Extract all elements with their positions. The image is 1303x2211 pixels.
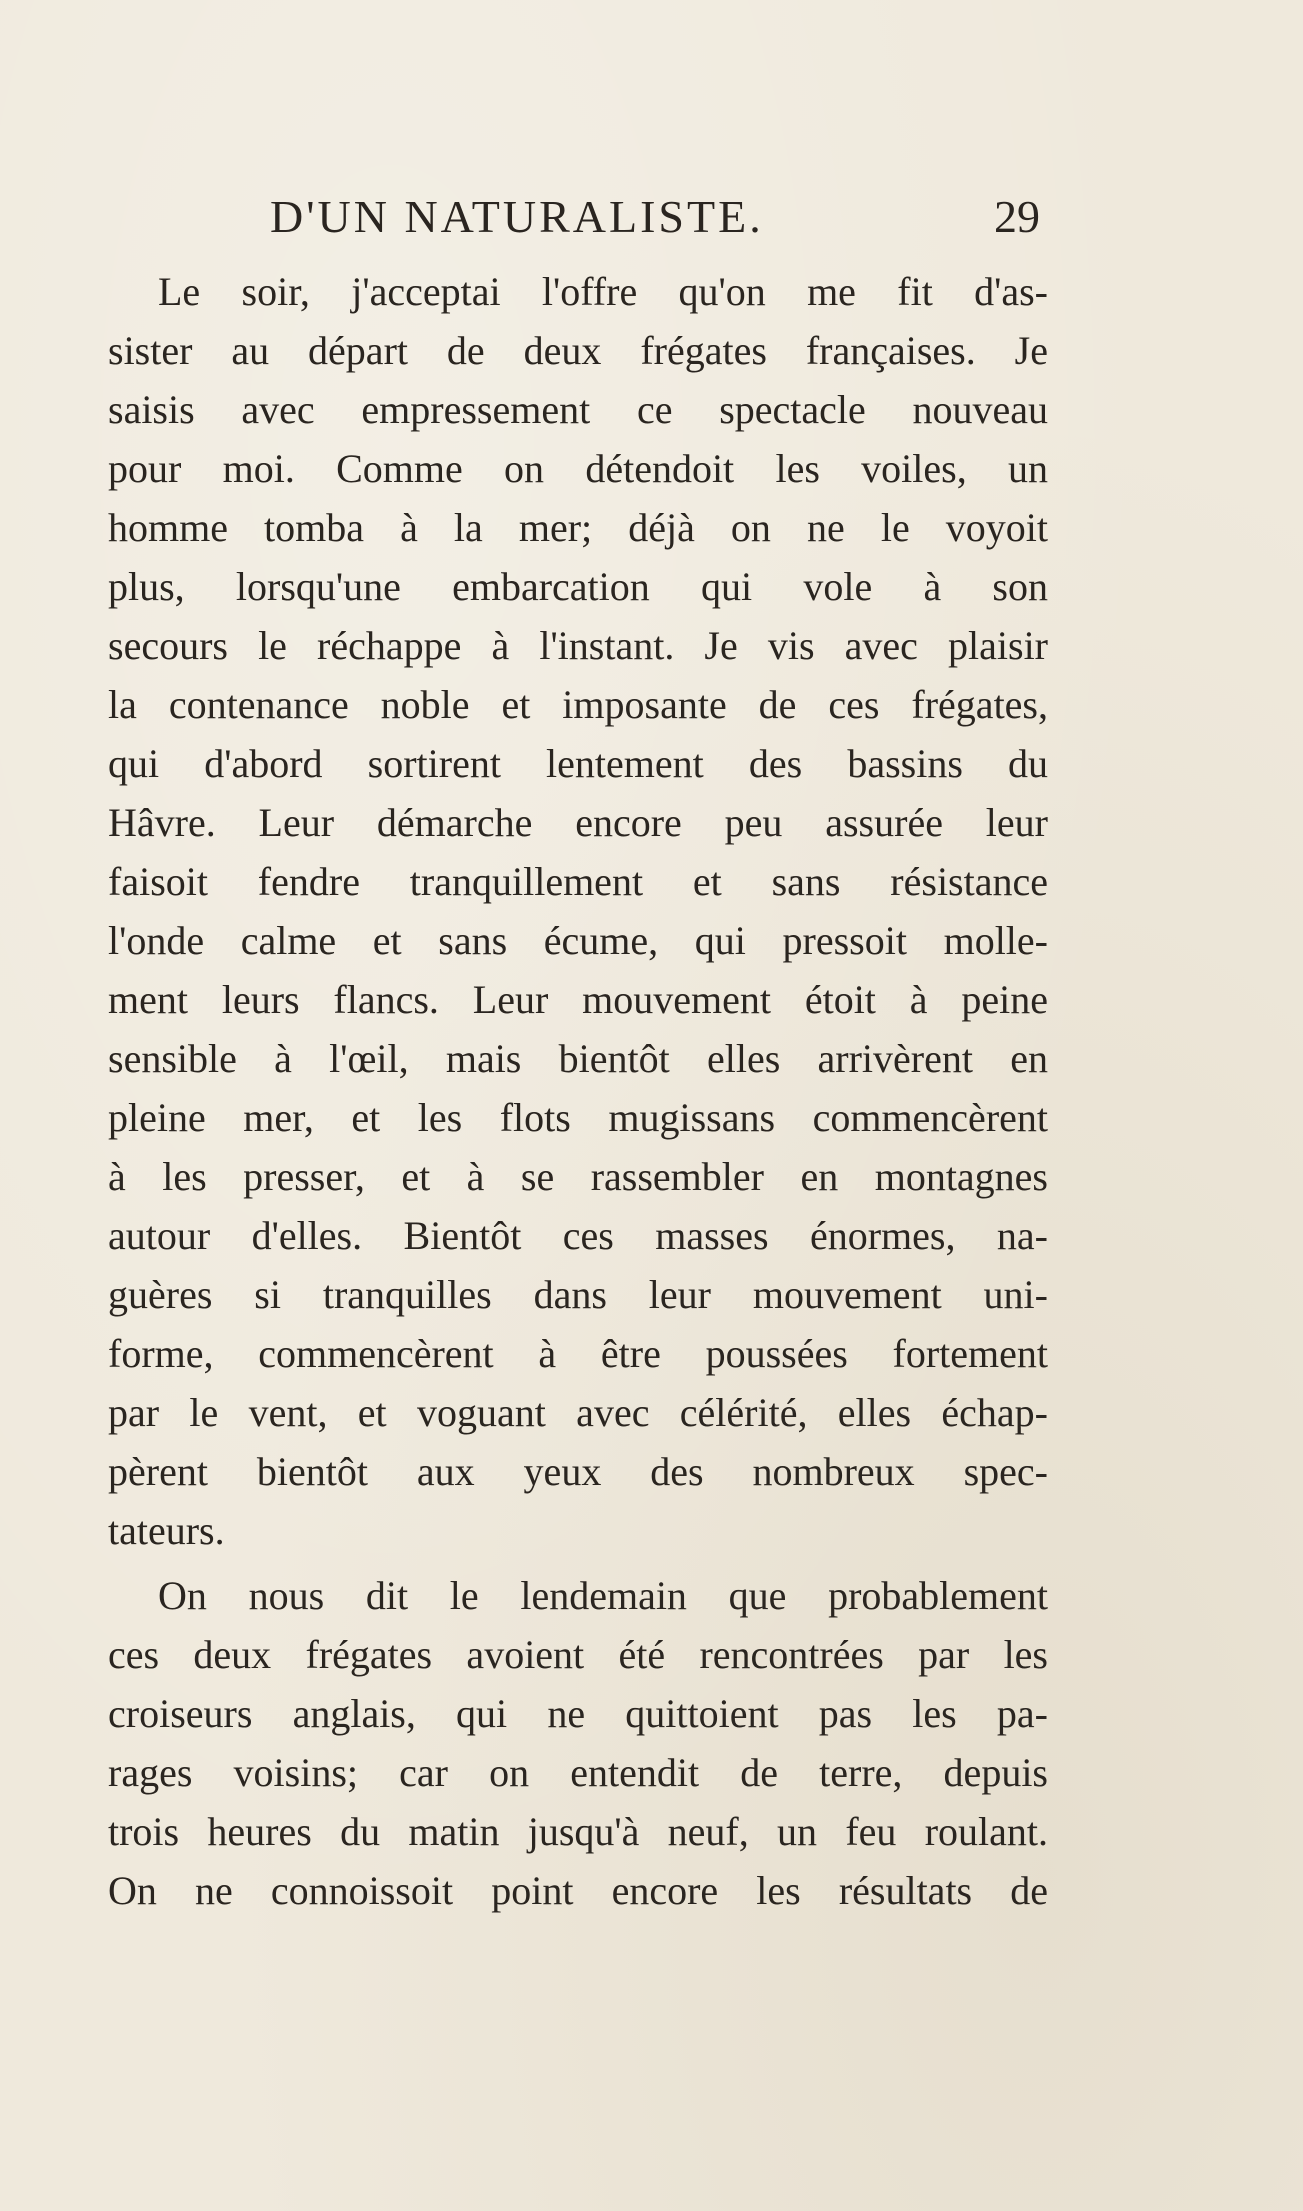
page-number: 29 — [994, 191, 1040, 242]
text-line: faisoit fendre tranquillement et sans résistance — [108, 859, 1048, 904]
text-line: rages voisins; car on entendit de terre, depuis — [108, 1750, 1048, 1795]
text-line: par le vent, et voguant avec célérité, elles échap- — [108, 1390, 1048, 1435]
text-line: guères si tranquilles dans leur mouvement uni- — [108, 1272, 1048, 1317]
text-line: plus, lorsqu'une embarcation qui vole à son — [108, 564, 1048, 609]
text-line: On ne connoissoit point encore les résultats de — [108, 1868, 1048, 1913]
text-line: ces deux frégates avoient été rencontrées par les — [108, 1632, 1048, 1677]
text-line: Le soir, j'acceptai l'offre qu'on me fit d'as- — [158, 269, 1048, 314]
text-line: saisis avec empressement ce spectacle nouveau — [108, 387, 1048, 432]
text-line: forme, commencèrent à être poussées fortement — [108, 1331, 1048, 1376]
running-title: D'UN NATURALISTE. — [270, 191, 764, 242]
text-line: sister au départ de deux frégates françaises. Je — [108, 328, 1048, 373]
body-text — [108, 262, 1048, 1920]
paragraph-1 — [108, 262, 1048, 1560]
paragraph-2 — [108, 1566, 1048, 1920]
text-line: secours le réchappe à l'instant. Je vis avec plaisir — [108, 623, 1048, 668]
running-head — [270, 190, 1040, 250]
text-line: autour d'elles. Bientôt ces masses énormes, na- — [108, 1213, 1048, 1258]
text-line: pour moi. Comme on détendoit les voiles, un — [108, 446, 1048, 491]
text-line: On nous dit le lendemain que probablement — [158, 1573, 1048, 1618]
text-line: à les presser, et à se rassembler en montagnes — [108, 1154, 1048, 1199]
text-line: trois heures du matin jusqu'à neuf, un feu roulant. — [108, 1809, 1048, 1854]
text-line: tateurs. — [108, 1508, 225, 1553]
text-line: croiseurs anglais, qui ne quittoient pas les pa- — [108, 1691, 1048, 1736]
text-line: ment leurs flancs. Leur mouvement étoit à peine — [108, 977, 1048, 1022]
text-line: pleine mer, et les flots mugissans commencèrent — [108, 1095, 1048, 1140]
text-line: pèrent bientôt aux yeux des nombreux spec- — [108, 1449, 1048, 1494]
text-line: homme tomba à la mer; déjà on ne le voyoit — [108, 505, 1048, 550]
text-line: sensible à l'œil, mais bientôt elles arrivèrent en — [108, 1036, 1048, 1081]
text-line: l'onde calme et sans écume, qui pressoit molle- — [108, 918, 1048, 963]
text-line: la contenance noble et imposante de ces frégates, — [108, 682, 1048, 727]
text-line: Hâvre. Leur démarche encore peu assurée leur — [108, 800, 1048, 845]
text-line: qui d'abord sortirent lentement des bassins du — [108, 741, 1048, 786]
